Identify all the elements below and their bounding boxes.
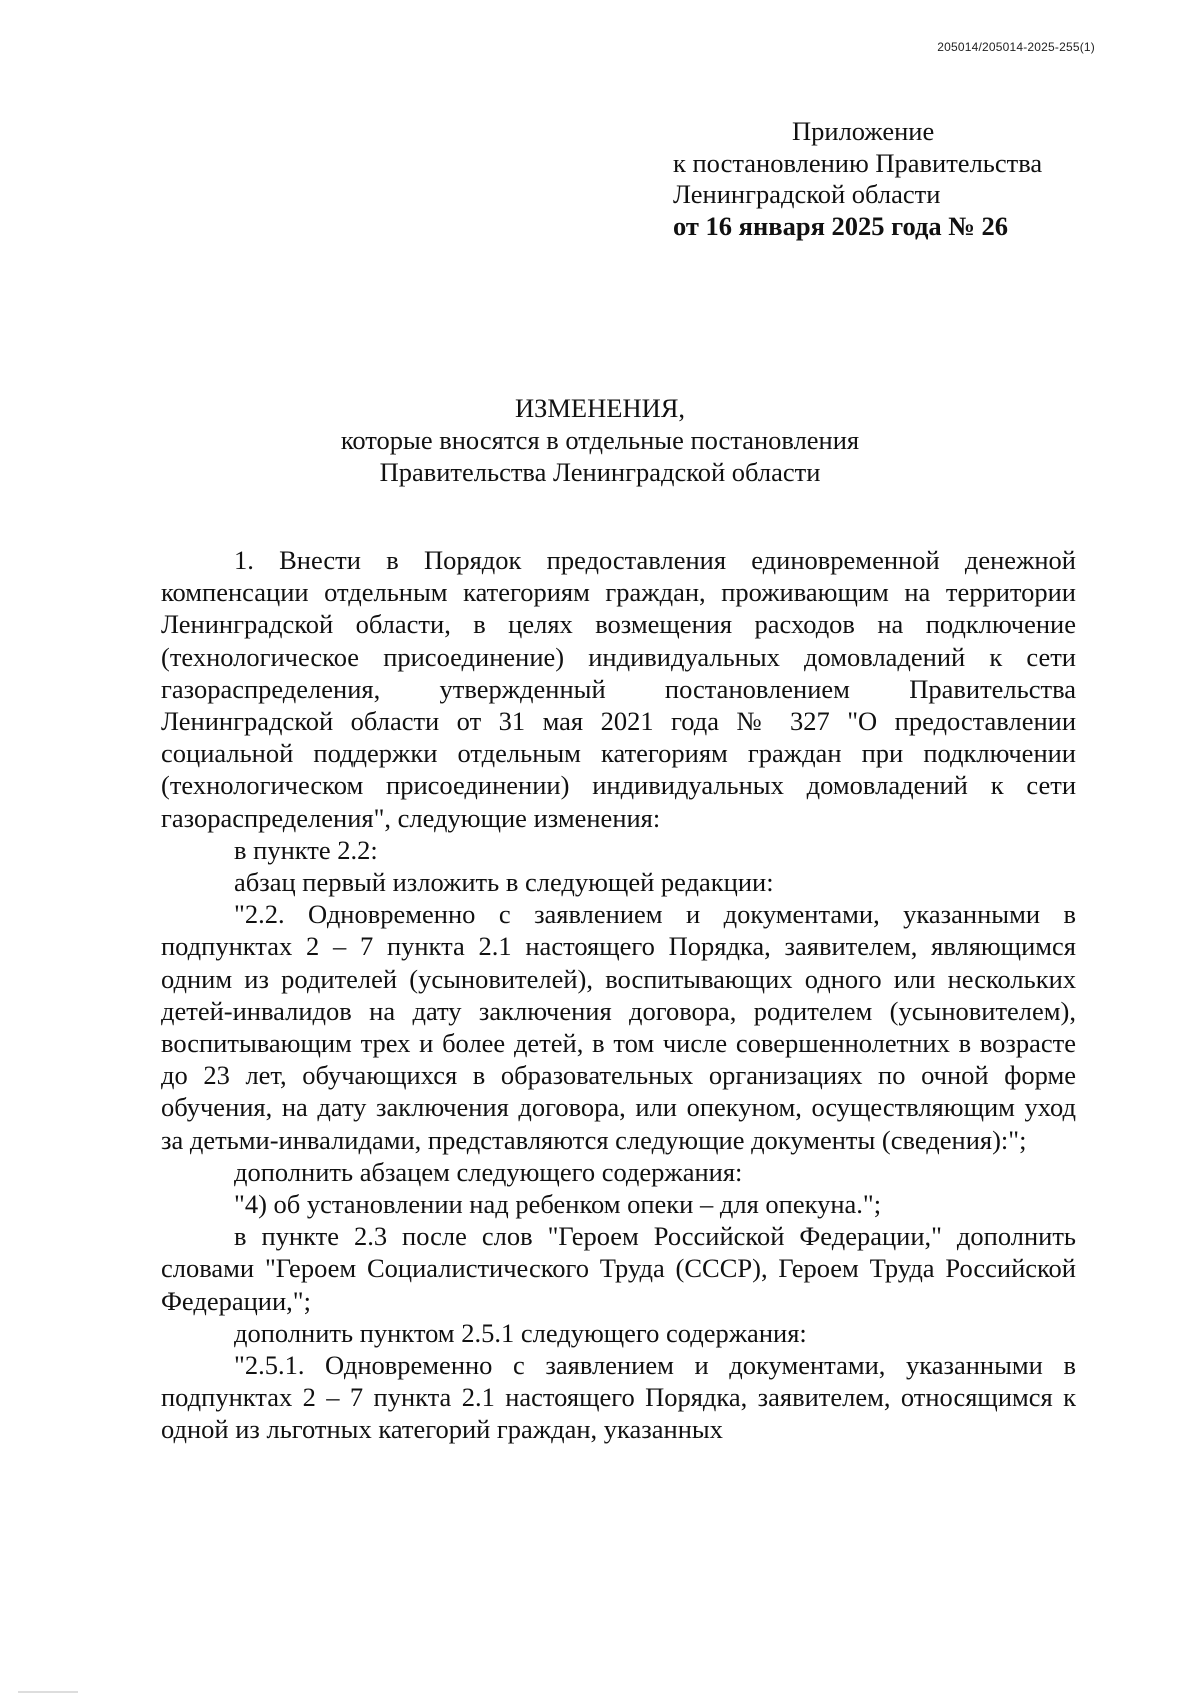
- document-subtitle-line2: Правительства Ленинградской области: [379, 457, 821, 487]
- paragraph-2: в пункте 2.2:: [234, 834, 378, 865]
- appendix-label: Приложение: [792, 116, 935, 146]
- paragraph-8: дополнить пунктом 2.5.1 следующего содержания:: [234, 1317, 807, 1348]
- document-body: [161, 544, 1076, 1446]
- appendix-date-number: от 16 января 2025 года № 26: [673, 210, 1009, 241]
- document-id: 205014/205014-2025-255(1): [937, 40, 1095, 54]
- paragraph-7: в пункте 2.3 после слов "Героем Российской Федерации," дополнить словами "Героем Социалистического Труда (СССР), Героем Труда Российской Федерации,";: [161, 1221, 1076, 1316]
- paragraph-9: "2.5.1. Одновременно с заявлением и документами, указанными в подпунктах 2 – 7 пункта 2.1 настоящего Порядка, заявителем, относящимся к одной из льготных категорий граждан, указанных: [161, 1350, 1076, 1445]
- paragraph-4: "2.2. Одновременно с заявлением и документами, указанными в подпунктах 2 – 7 пункта 2.1 настоящего Порядка, заявителем, являющимся одним из родителей (усыновителей), воспитывающих одного или нескольких детей-инвалидов на дату заключения договора, родителем (усыновителем), воспитывающим трех и более детей, в том числе совершеннолетних в возрасте до 23 лет, обучающихся в образовательных организациях по очной форме обучения, на дату заключения договора, или опекуном, осуществляющим уход за детьми-инвалидами, представляются следующие документы (сведения):";: [161, 899, 1076, 1155]
- paragraph-5: дополнить абзацем следующего содержания:: [234, 1156, 743, 1187]
- document-title-block: [0, 392, 1200, 488]
- paragraph-1: 1. Внести в Порядок предоставления единовременной денежной компенсации отдельным категориям граждан, проживающим на территории Ленинградской области, в целях возмещения расходов на подключение (технологическое присоединение) индивидуальных домовладений к сети газораспределения, утвержденный постановлением Правительства Ленинградской области от 31 мая 2021 года № 327 "О предоставлении социальной поддержки отдельным категориям граждан при подключении (технологическом присоединении) индивидуальных домовладений к сети газораспределения", следующие изменения:: [161, 545, 1076, 833]
- appendix-region: Ленинградской области: [673, 179, 941, 209]
- paragraph-6: "4) об установлении над ребенком опеки – для опекуна.";: [234, 1189, 882, 1220]
- document-subtitle-line1: которые вносятся в отдельные постановления: [340, 425, 860, 455]
- document-heading: ИЗМЕНЕНИЯ,: [514, 393, 686, 423]
- paragraph-3: абзац первый изложить в следующей редакции:: [234, 867, 774, 898]
- scan-artifact: [18, 1691, 78, 1693]
- appendix-block: [673, 116, 1042, 242]
- appendix-resolution-ref: к постановлению Правительства: [673, 147, 1043, 178]
